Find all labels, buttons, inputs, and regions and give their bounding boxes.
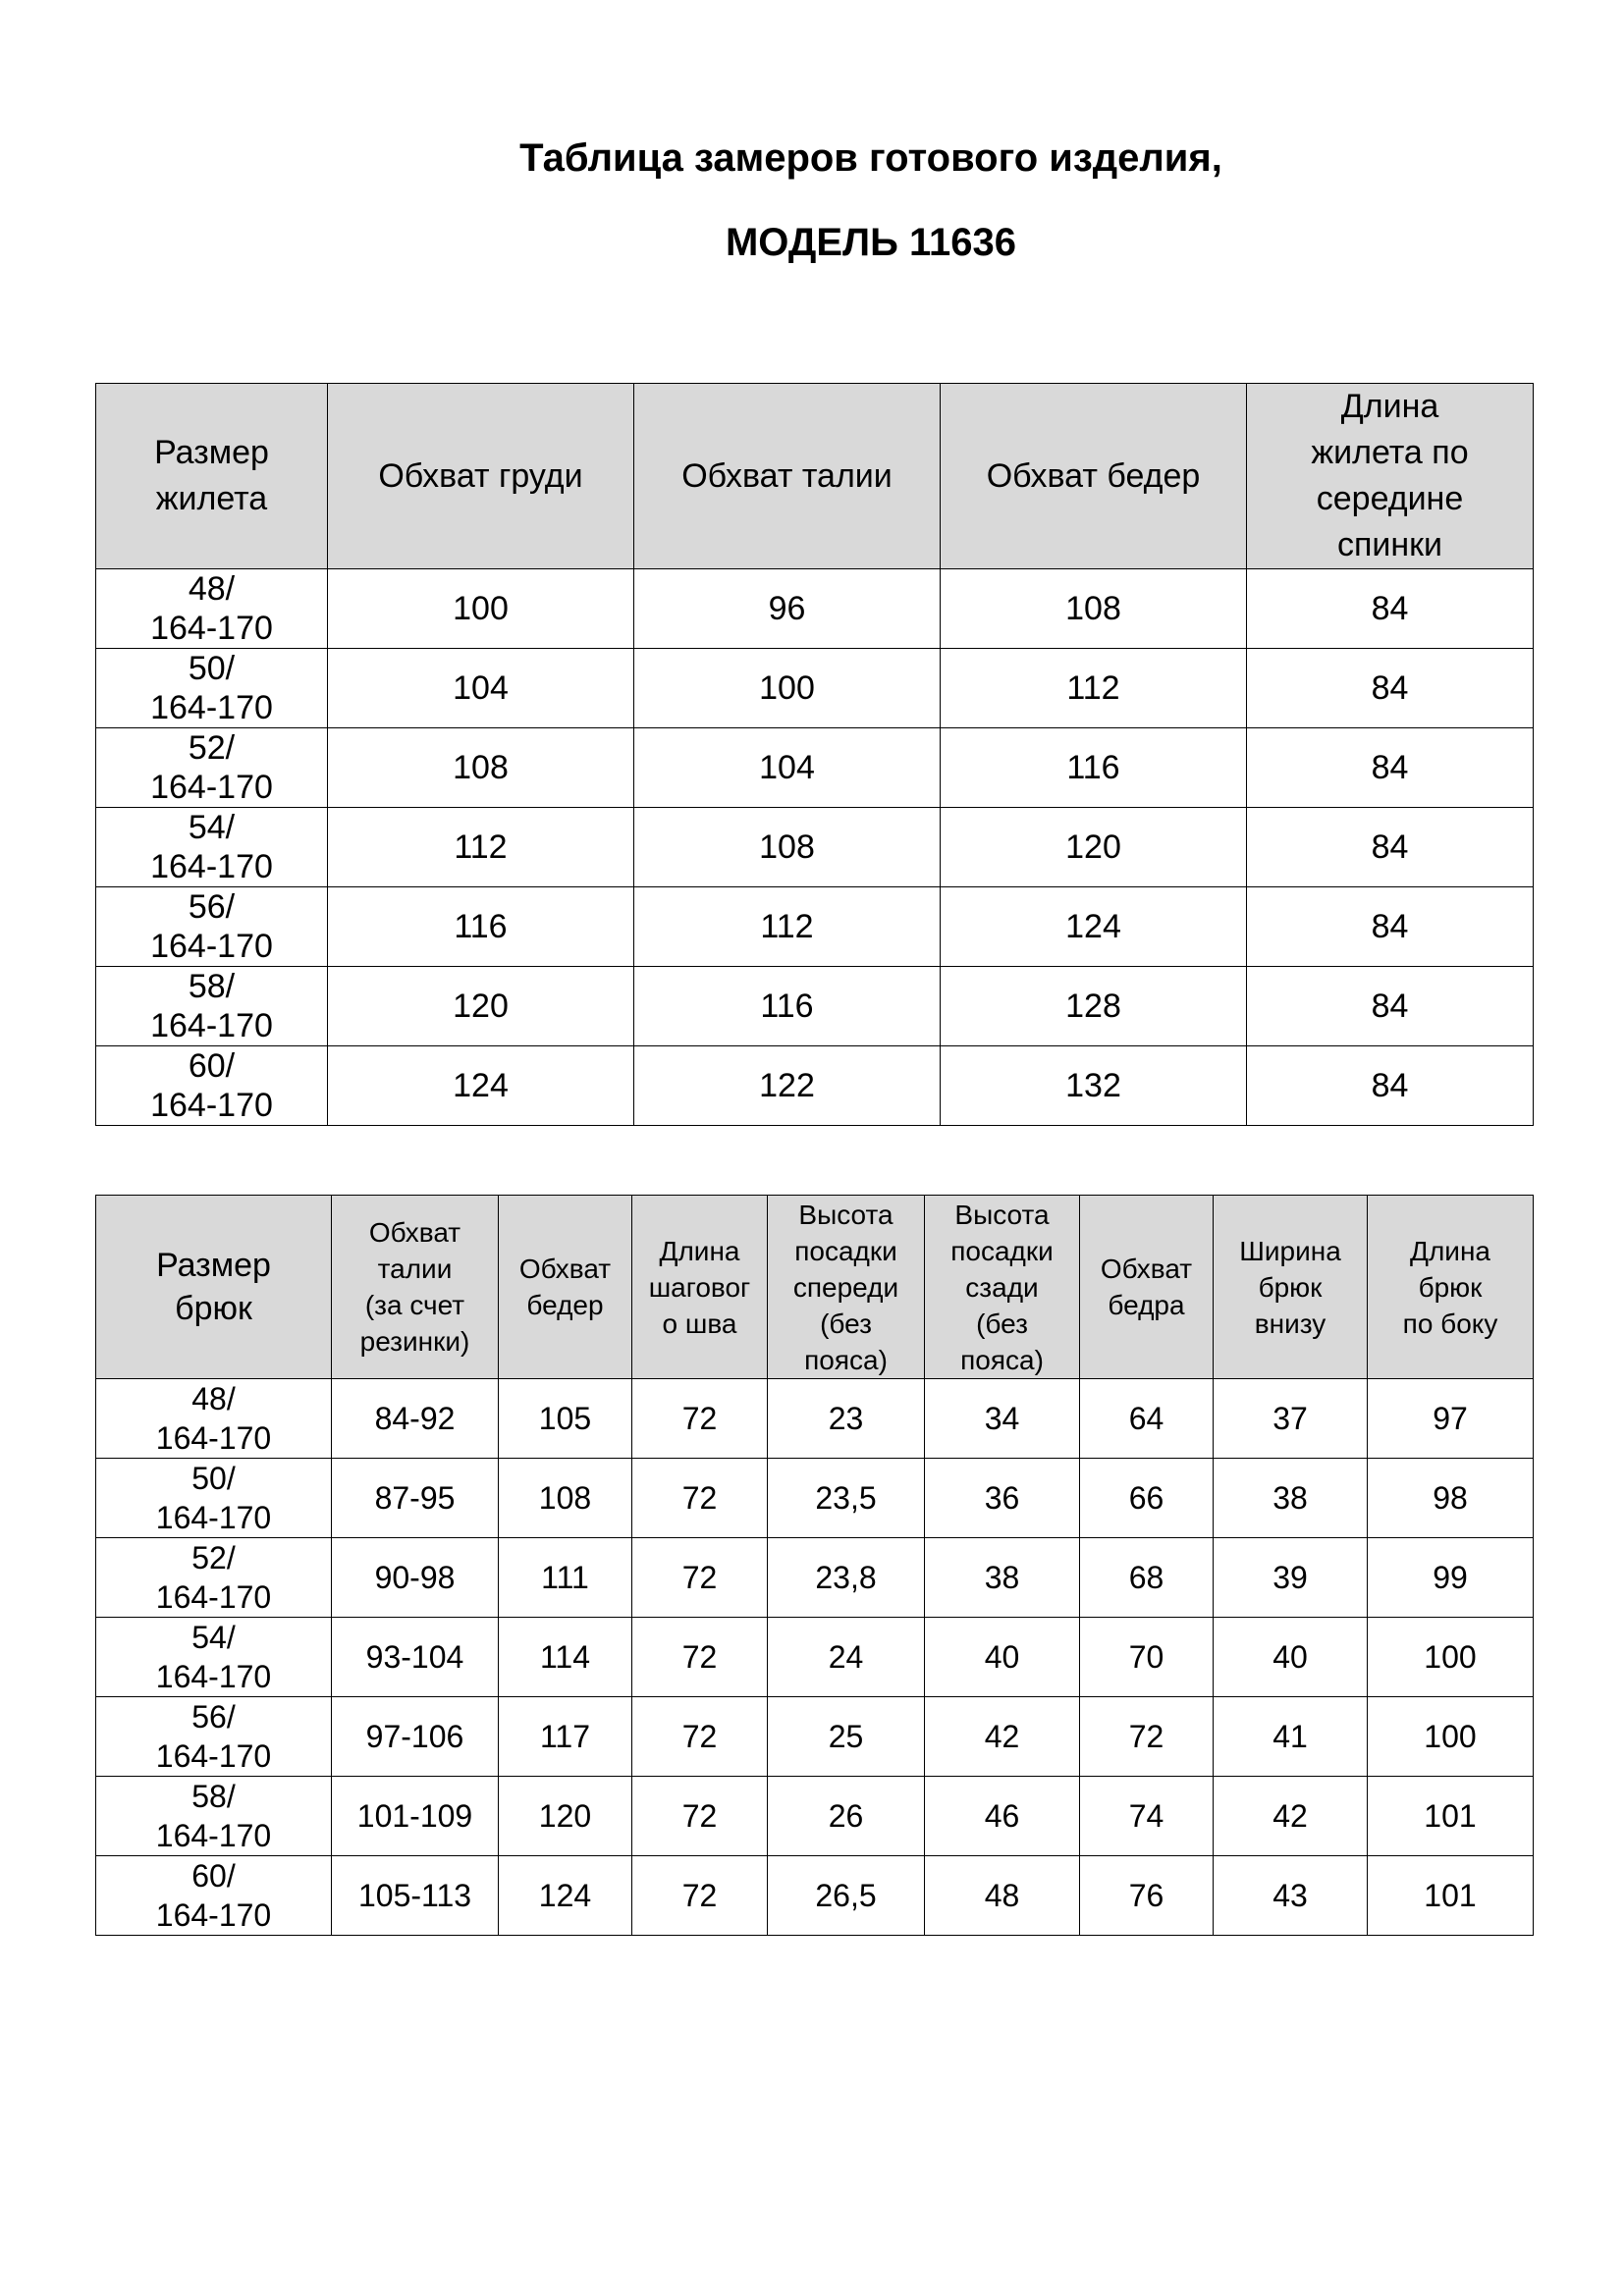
size-cell: 54/ 164-170 xyxy=(96,1618,332,1697)
size-cell: 56/ 164-170 xyxy=(96,1697,332,1777)
measurement-cell: 84 xyxy=(1247,569,1534,649)
measurement-cell: 90-98 xyxy=(332,1538,499,1618)
header-side-length: Длина брюк по боку xyxy=(1368,1196,1534,1379)
measurement-cell: 112 xyxy=(634,887,941,967)
size-cell: 58/ 164-170 xyxy=(96,1777,332,1856)
size-cell: 58/ 164-170 xyxy=(96,967,328,1046)
measurement-cell: 43 xyxy=(1214,1856,1368,1936)
measurement-cell: 84 xyxy=(1247,728,1534,808)
measurement-cell: 116 xyxy=(328,887,634,967)
measurement-cell: 72 xyxy=(632,1618,768,1697)
measurement-cell: 87-95 xyxy=(332,1459,499,1538)
size-cell: 48/ 164-170 xyxy=(96,1379,332,1459)
measurement-cell: 72 xyxy=(632,1459,768,1538)
measurement-cell: 124 xyxy=(941,887,1247,967)
measurement-cell: 105-113 xyxy=(332,1856,499,1936)
measurement-cell: 101 xyxy=(1368,1777,1534,1856)
measurement-cell: 72 xyxy=(632,1538,768,1618)
measurement-cell: 108 xyxy=(499,1459,632,1538)
measurement-cell: 105 xyxy=(499,1379,632,1459)
table-row xyxy=(96,887,1534,967)
measurement-cell: 25 xyxy=(768,1697,925,1777)
measurement-cell: 38 xyxy=(1214,1459,1368,1538)
measurement-cell: 124 xyxy=(499,1856,632,1936)
measurement-cell: 72 xyxy=(632,1856,768,1936)
measurement-cell: 41 xyxy=(1214,1697,1368,1777)
table-row xyxy=(96,1856,1534,1936)
measurement-cell: 100 xyxy=(1368,1618,1534,1697)
measurement-cell: 120 xyxy=(328,967,634,1046)
measurement-cell: 96 xyxy=(634,569,941,649)
size-cell: 50/ 164-170 xyxy=(96,1459,332,1538)
table-header-row xyxy=(96,1196,1534,1379)
table-header-row xyxy=(96,384,1534,569)
model-number-title: МОДЕЛЬ 11636 xyxy=(725,221,1017,264)
table-row xyxy=(96,1777,1534,1856)
header-trousers-size: Размер брюк xyxy=(96,1196,332,1379)
measurement-cell: 64 xyxy=(1080,1379,1214,1459)
measurement-cell: 48 xyxy=(925,1856,1080,1936)
header-back-length: Длина жилета по середине спинки xyxy=(1247,384,1534,569)
measurement-cell: 124 xyxy=(328,1046,634,1126)
header-back-rise: Высота посадки сзади (без пояса) xyxy=(925,1196,1080,1379)
measurement-cell: 23 xyxy=(768,1379,925,1459)
size-cell: 52/ 164-170 xyxy=(96,1538,332,1618)
measurement-cell: 117 xyxy=(499,1697,632,1777)
measurement-cell: 39 xyxy=(1214,1538,1368,1618)
table-row xyxy=(96,1046,1534,1126)
measurement-cell: 23,8 xyxy=(768,1538,925,1618)
measurement-cell: 72 xyxy=(1080,1697,1214,1777)
measurement-cell: 26,5 xyxy=(768,1856,925,1936)
table-row xyxy=(96,1379,1534,1459)
trousers-measurements-table xyxy=(95,1195,1534,1936)
measurement-cell: 24 xyxy=(768,1618,925,1697)
header-vest-size: Размер жилета xyxy=(96,384,328,569)
header-thigh-girth: Обхват бедра xyxy=(1080,1196,1214,1379)
table-row xyxy=(96,808,1534,887)
measurement-cell: 101-109 xyxy=(332,1777,499,1856)
size-cell: 56/ 164-170 xyxy=(96,887,328,967)
measurement-cell: 23,5 xyxy=(768,1459,925,1538)
measurement-cell: 84 xyxy=(1247,649,1534,728)
measurement-cell: 128 xyxy=(941,967,1247,1046)
size-cell: 52/ 164-170 xyxy=(96,728,328,808)
header-chest-girth: Обхват груди xyxy=(328,384,634,569)
table-row xyxy=(96,1618,1534,1697)
size-cell: 60/ 164-170 xyxy=(96,1046,328,1126)
measurement-cell: 36 xyxy=(925,1459,1080,1538)
size-cell: 60/ 164-170 xyxy=(96,1856,332,1936)
table-row xyxy=(96,1697,1534,1777)
measurement-cell: 72 xyxy=(632,1697,768,1777)
measurement-cell: 34 xyxy=(925,1379,1080,1459)
measurement-cell: 84 xyxy=(1247,887,1534,967)
measurement-cell: 108 xyxy=(328,728,634,808)
measurement-cell: 97-106 xyxy=(332,1697,499,1777)
measurement-cell: 100 xyxy=(328,569,634,649)
measurement-cell: 74 xyxy=(1080,1777,1214,1856)
measurement-cell: 99 xyxy=(1368,1538,1534,1618)
measurement-cell: 40 xyxy=(1214,1618,1368,1697)
measurement-cell: 84-92 xyxy=(332,1379,499,1459)
measurement-cell: 122 xyxy=(634,1046,941,1126)
table-row xyxy=(96,569,1534,649)
measurement-cell: 116 xyxy=(634,967,941,1046)
measurement-cell: 38 xyxy=(925,1538,1080,1618)
measurement-cell: 97 xyxy=(1368,1379,1534,1459)
size-cell: 48/ 164-170 xyxy=(96,569,328,649)
measurement-cell: 26 xyxy=(768,1777,925,1856)
measurement-cell: 40 xyxy=(925,1618,1080,1697)
measurement-cell: 76 xyxy=(1080,1856,1214,1936)
measurement-cell: 100 xyxy=(1368,1697,1534,1777)
measurement-cell: 108 xyxy=(634,808,941,887)
header-waist-girth: Обхват талии xyxy=(634,384,941,569)
measurement-cell: 100 xyxy=(634,649,941,728)
vest-measurements-table xyxy=(95,383,1534,1126)
header-waist-elastic: Обхват талии (за счет резинки) xyxy=(332,1196,499,1379)
table-row xyxy=(96,728,1534,808)
measurement-cell: 72 xyxy=(632,1777,768,1856)
measurement-cell: 114 xyxy=(499,1618,632,1697)
measurement-cell: 112 xyxy=(328,808,634,887)
measurement-cell: 104 xyxy=(328,649,634,728)
size-cell: 54/ 164-170 xyxy=(96,808,328,887)
measurement-cell: 120 xyxy=(941,808,1247,887)
measurement-cell: 104 xyxy=(634,728,941,808)
measurement-cell: 70 xyxy=(1080,1618,1214,1697)
measurement-cell: 84 xyxy=(1247,808,1534,887)
measurement-cell: 68 xyxy=(1080,1538,1214,1618)
measurement-cell: 46 xyxy=(925,1777,1080,1856)
measurement-cell: 37 xyxy=(1214,1379,1368,1459)
measurement-cell: 66 xyxy=(1080,1459,1214,1538)
header-hip-girth: Обхват бедер xyxy=(499,1196,632,1379)
table-row xyxy=(96,649,1534,728)
measurement-cell: 93-104 xyxy=(332,1618,499,1697)
measurement-cell: 116 xyxy=(941,728,1247,808)
header-front-rise: Высота посадки спереди (без пояса) xyxy=(768,1196,925,1379)
measurement-cell: 84 xyxy=(1247,1046,1534,1126)
measurement-cell: 120 xyxy=(499,1777,632,1856)
measurement-cell: 72 xyxy=(632,1379,768,1459)
document-title: Таблица замеров готового изделия, xyxy=(519,136,1222,180)
measurement-cell: 108 xyxy=(941,569,1247,649)
table-row xyxy=(96,1459,1534,1538)
header-hip-girth: Обхват бедер xyxy=(941,384,1247,569)
measurement-cell: 132 xyxy=(941,1046,1247,1126)
measurement-cell: 98 xyxy=(1368,1459,1534,1538)
measurement-cell: 101 xyxy=(1368,1856,1534,1936)
measurement-cell: 112 xyxy=(941,649,1247,728)
measurement-cell: 42 xyxy=(1214,1777,1368,1856)
measurement-cell: 42 xyxy=(925,1697,1080,1777)
size-cell: 50/ 164-170 xyxy=(96,649,328,728)
table-row xyxy=(96,1538,1534,1618)
measurement-cell: 111 xyxy=(499,1538,632,1618)
header-hem-width: Ширина брюк внизу xyxy=(1214,1196,1368,1379)
table-row xyxy=(96,967,1534,1046)
header-inseam-length: Длина шаговог о шва xyxy=(632,1196,768,1379)
measurement-cell: 84 xyxy=(1247,967,1534,1046)
